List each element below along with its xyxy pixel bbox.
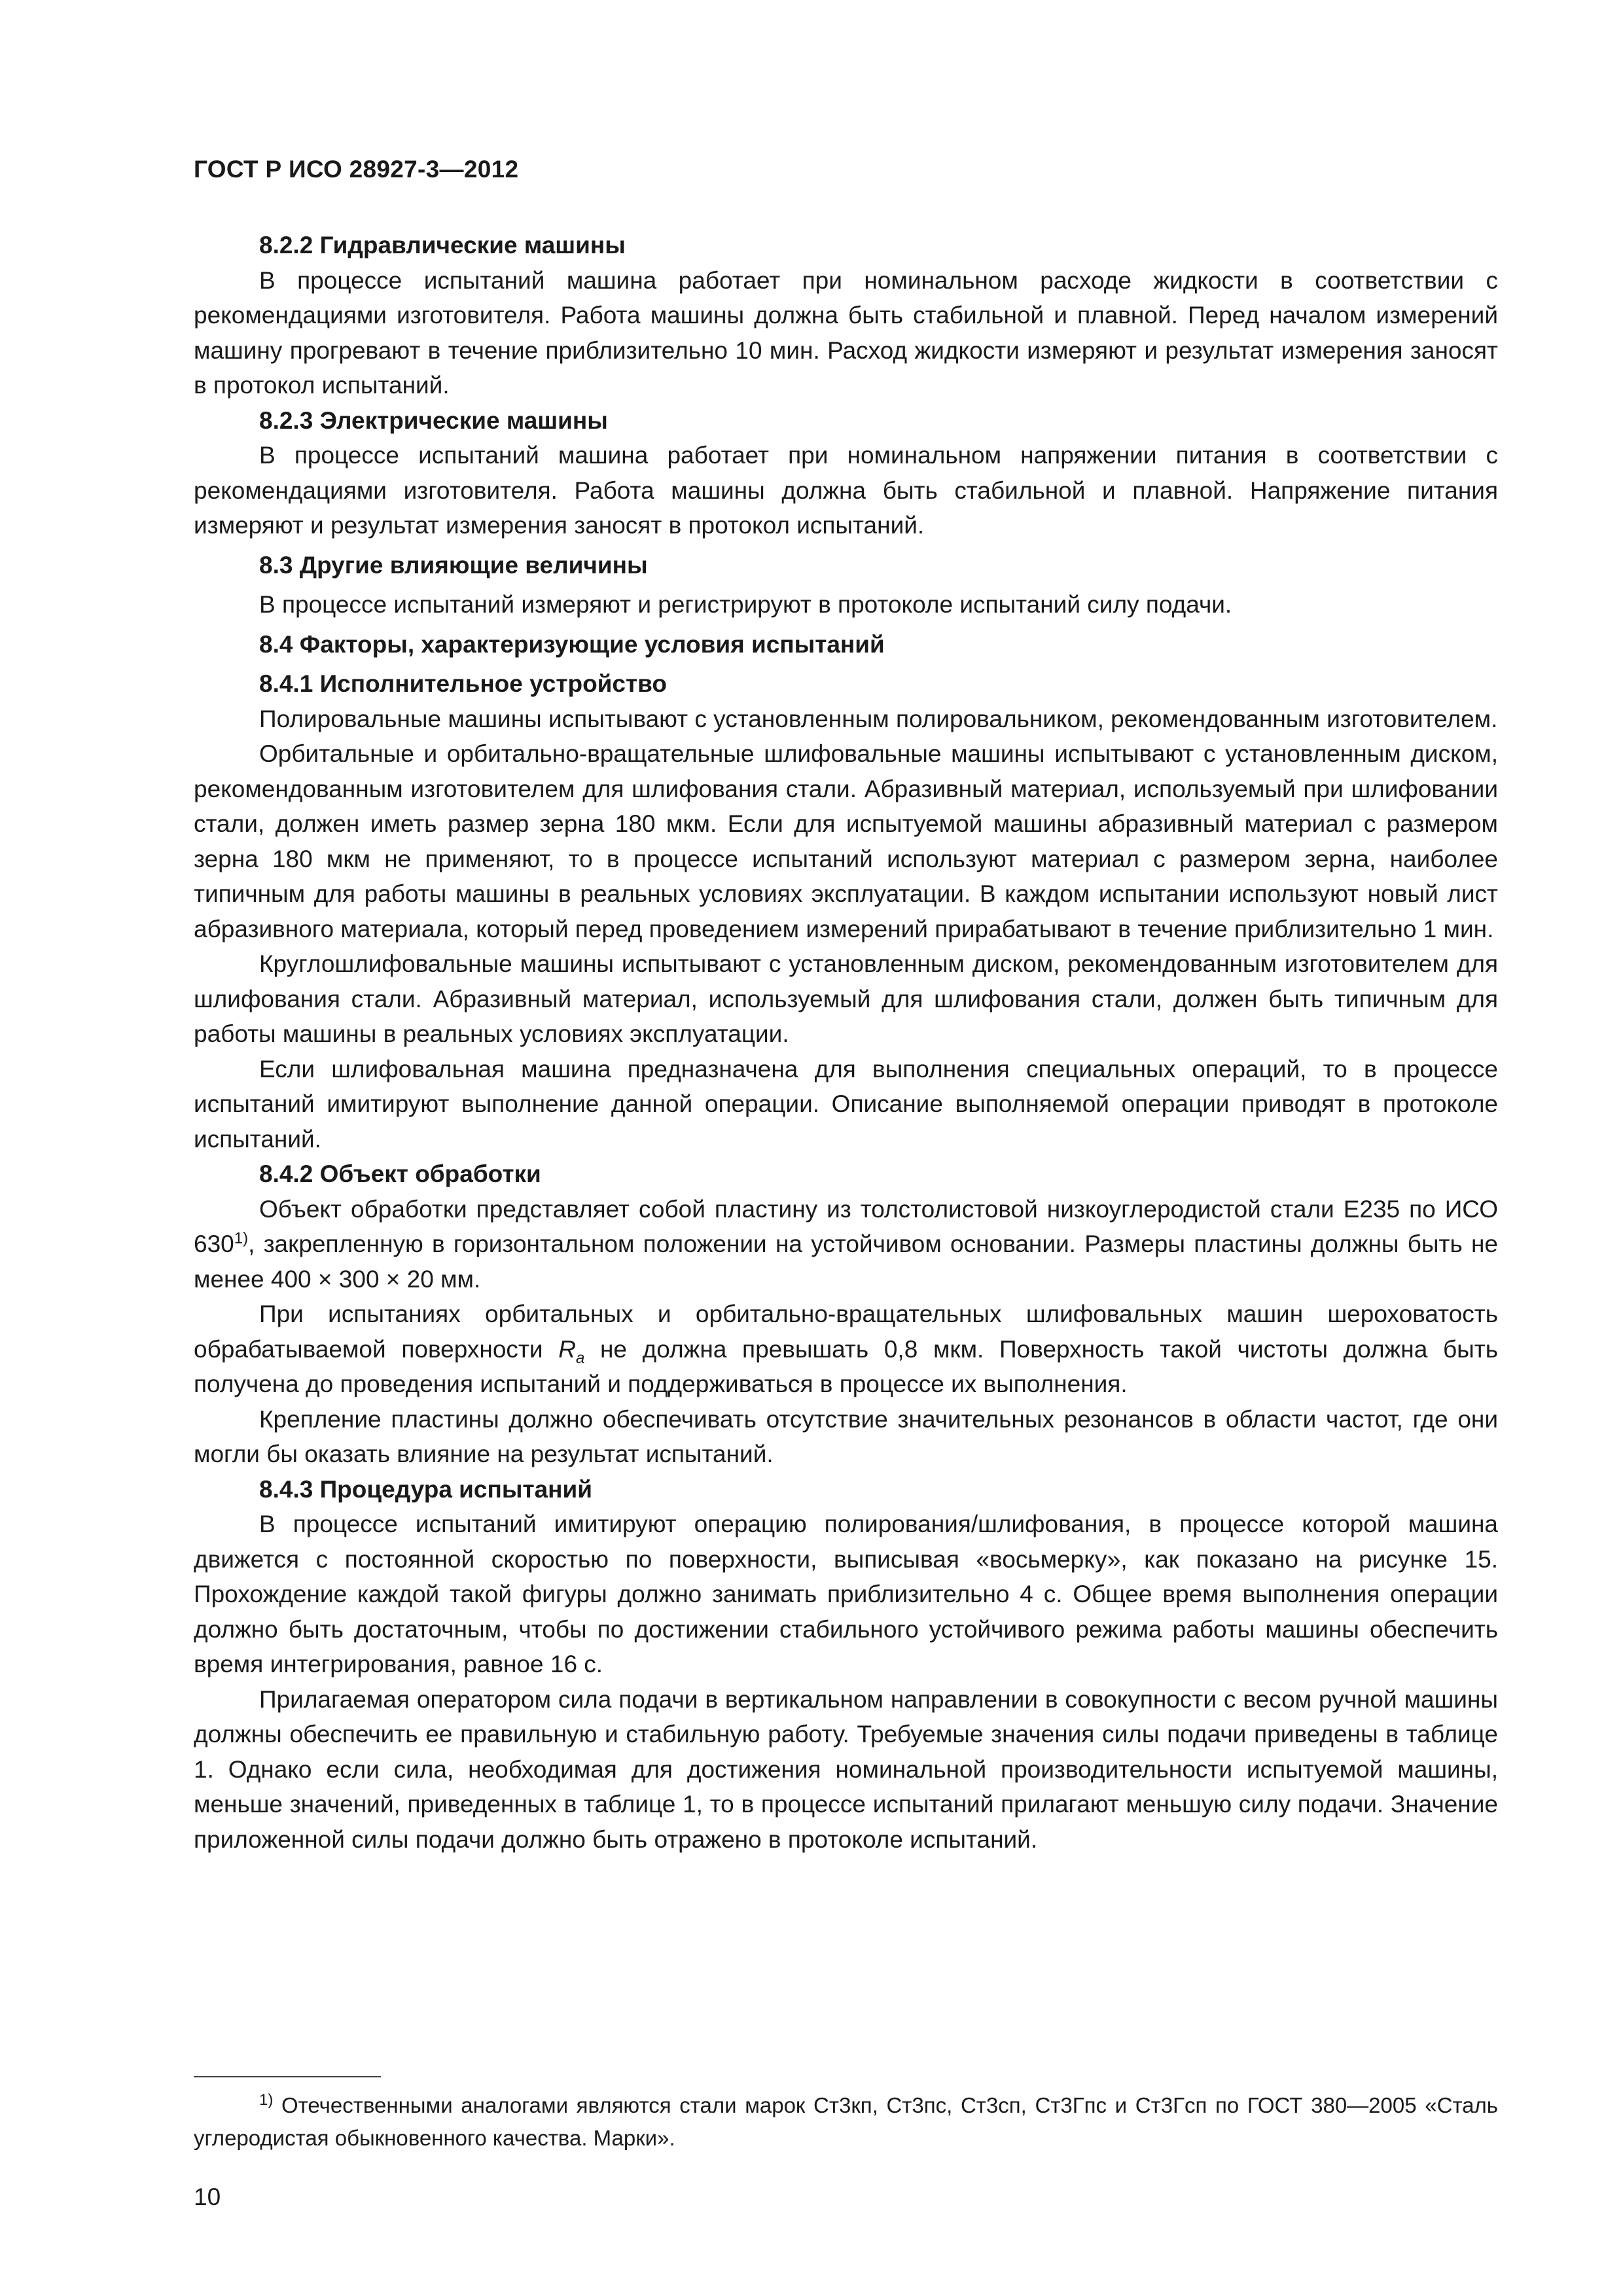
paragraph: В процессе испытаний машина работает при номинальном расходе жидкости в соответствии с рекомендациями изготовителя. Работа машины должна быть стабильной и плавной. Перед началом измерений машину прогревают в течение приблизительно 10 мин. Расход жидкости измеряют и результат измерения заносят в протокол испытаний. <box>194 266 1498 399</box>
footnote-ref: 1) <box>234 1229 249 1247</box>
section-heading-8-2-3: 8.2.3 Электрические машины <box>259 406 608 434</box>
footnote-divider <box>194 2076 381 2077</box>
paragraph: Прилагаемая оператором сила подачи в вертикальном направлении в совокупности с весом ручной машины должны обеспечить ее правильную и стабильную работу. Требуемые значения силы подачи приведены в таблице 1. Однако если сила, необходимая для достижения номинальной производительности испытуемой машины, меньше значений, приведенных в таблице 1, то в процессе испытаний прилагают меньшую силу подачи. Значение приложенной силы подачи должно быть отражено в протоколе испытаний. <box>194 1685 1498 1853</box>
roughness-symbol: R <box>558 1335 576 1363</box>
paragraph: В процессе испытаний машина работает при номинальном напряжении питания в соответствии с рекомендациями изготовителя. Работа машины должна быть стабильной и плавной. Напряжение питания измеряют и результат измерения заносят в протокол испытаний. <box>194 442 1498 539</box>
section-heading-8-4-2: 8.4.2 Объект обработки <box>259 1160 541 1187</box>
roughness-subscript: a <box>575 1348 585 1367</box>
paragraph: В процессе испытаний измеряют и регистрируют в протоколе испытаний силу подачи. <box>259 591 1232 618</box>
page-number: 10 <box>194 2183 221 2210</box>
section-heading-8-4: 8.4 Факторы, характеризующие условия испытаний <box>259 630 885 658</box>
section-heading-8-3: 8.3 Другие влияющие величины <box>259 551 648 579</box>
paragraph-text: Объект обработки представляет собой пластину из толстолистовой низкоуглеродистой стали E235 по ИСО 630 <box>194 1195 1498 1257</box>
document-body <box>194 228 1498 1857</box>
footnote <box>194 2089 1498 2155</box>
document-header: ГОСТ Р ИСО 28927-3—2012 <box>194 156 519 183</box>
paragraph: В процессе испытаний имитируют операцию полирования/шлифования, в процессе которой машина движется с постоянной скоростью по поверхности, выписывая «восьмерку», как показано на рисунке 15. Прохождение каждой такой фигуры должно занимать приблизительно 4 с. Общее время выполнения операции должно быть достаточным, чтобы по достижении стабильного устойчивого режима работы машины обеспечить время интегрирования, равное 16 с. <box>194 1511 1498 1677</box>
paragraph: Если шлифовальная машина предназначена для выполнения специальных операций, то в процессе испытаний имитируют выполнение данной операции. Описание выполняемой операции приводят в протоколе испытаний. <box>194 1055 1498 1153</box>
paragraph-text: , закрепленную в горизонтальном положении на устойчивом основании. Размеры пластины должны быть не менее 400 × 300 × 20 мм. <box>194 1230 1498 1293</box>
footnote-marker: 1) <box>259 2091 274 2109</box>
section-heading-8-2-2: 8.2.2 Гидравлические машины <box>259 232 626 259</box>
paragraph-text: не должна превышать 0,8 мкм. Поверхность такой чистоты должна быть получена до проведения испытаний и поддерживаться в процессе их выполнения. <box>194 1335 1498 1397</box>
paragraph <box>194 1297 1498 1402</box>
paragraph: Орбитальные и орбитально-вращательные шлифовальные машины испытывают с установленным диском, рекомендованным изготовителем для шлифования стали. Абразивный материал, используемый при шлифовании стали, должен иметь размер зерна 180 мкм. Если для испытуемой машины абразивный материал с размером зерна 180 мкм не применяют, то в процессе испытаний используют материал с размером зерна, наиболее типичным для работы машины в реальных условиях эксплуатации. В каждом испытании используют новый лист абразивного материала, который перед проведением измерений прирабатывают в течение приблизительно 1 мин. <box>194 740 1498 942</box>
section-heading-8-4-3: 8.4.3 Процедура испытаний <box>259 1475 592 1503</box>
footnote-body: Отечественными аналогами являются стали марок Ст3кп, Ст3пс, Ст3сп, Ст3Гпс и Ст3Гсп по ГОСТ 380—2005 «Сталь углеродистая обыкновенного качества. Марки». <box>194 2093 1498 2150</box>
paragraph: Круглошлифовальные машины испытывают с установленным диском, рекомендованным изготовителем для шлифования стали. Абразивный материал, используемый для шлифования стали, должен быть типичным для работы машины в реальных условиях эксплуатации. <box>194 950 1498 1047</box>
paragraph: Крепление пластины должно обеспечивать отсутствие значительных резонансов в области частот, где они могли бы оказать влияние на результат испытаний. <box>194 1405 1498 1467</box>
paragraph: Полировальные машины испытывают с установленным полировальником, рекомендованным изготовителем. <box>259 705 1498 732</box>
section-heading-8-4-1: 8.4.1 Исполнительное устройство <box>259 670 667 697</box>
paragraph <box>194 1192 1498 1297</box>
footnote-text <box>194 2089 1498 2155</box>
paragraph-text: При испытаниях орбитальных и орбитально-вращательных шлифовальных машин шероховатость обрабатываемой поверхности <box>194 1300 1498 1363</box>
